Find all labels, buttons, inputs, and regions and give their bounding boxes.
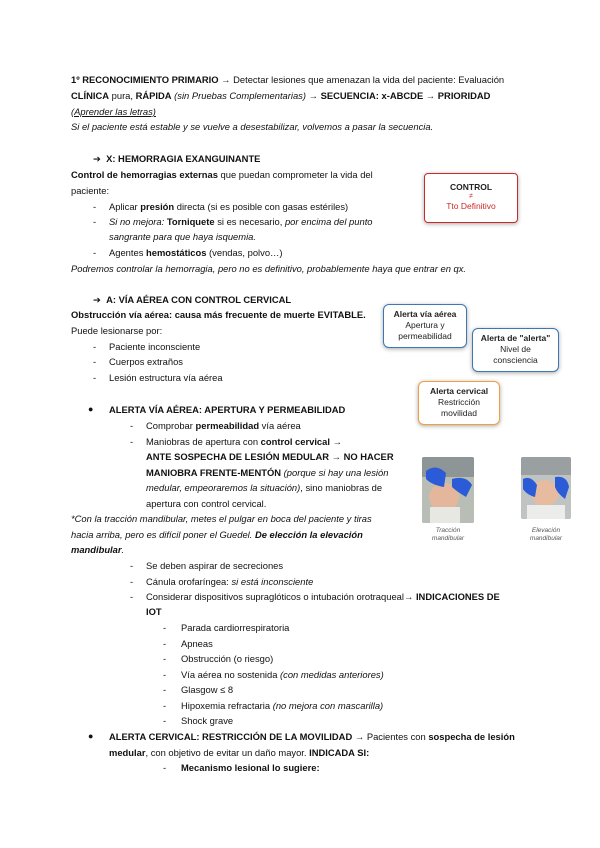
a-item: Cuerpos extraños — [109, 356, 183, 367]
x-text: directa (si es posible con gasas estériles) — [174, 201, 349, 212]
a-sub-2-line-2: ANTE SOSPECHA DE LESIÓN MEDULAR → NO HACER — [146, 451, 394, 462]
dash: - — [93, 341, 97, 352]
a-bold-italic: De elección la elevación — [254, 529, 363, 540]
photo-caption: Elevación mandibular — [529, 527, 563, 542]
a-sub-2-line-4 — [146, 480, 382, 495]
x-bullet-1 — [109, 199, 348, 214]
card-line: permeabilidad — [398, 331, 452, 341]
a-sub-2 — [146, 434, 342, 449]
intro-line-1 — [71, 72, 504, 87]
a-sub-1 — [146, 418, 301, 433]
photo-elevacion-mandibular — [521, 457, 571, 519]
dash: - — [163, 684, 167, 695]
alert-bold: INDICADA SI: — [309, 747, 370, 758]
card-line: Nivel de — [500, 344, 531, 354]
x-text: si es necesario, — [214, 216, 285, 227]
a-text: vía aérea — [259, 420, 301, 431]
x-note: Podremos controlar la hemorragia, pero no es definitivo, probablemente haya que entrar en qx. — [71, 263, 467, 274]
card-line: Restricción — [437, 397, 481, 407]
a-text: → — [329, 436, 342, 447]
rapida-label: RÁPIDA — [135, 90, 172, 101]
card-line: consciencia — [493, 355, 538, 365]
iot-italic: (no mejora con mascarilla) — [272, 700, 384, 711]
a-bold: control cervical — [260, 436, 330, 447]
x-text: Si no mejora: — [109, 216, 167, 227]
dash: - — [163, 715, 167, 726]
card-title: Alerta vía aérea — [393, 309, 457, 319]
x-bold: presión — [140, 201, 175, 212]
a-third-2 — [146, 574, 313, 589]
a-text: Maniobras de apertura con — [146, 436, 261, 447]
a-italic: medular, empeoraremos la situación) — [146, 482, 301, 493]
x-bold: Control de hemorragias externas — [71, 169, 218, 180]
iot-italic: (con medidas anteriores) — [280, 669, 384, 680]
iot-item — [181, 698, 383, 713]
card-alerta-cervical — [418, 381, 500, 425]
iot-text: Vía aérea no sostenida — [181, 669, 281, 680]
dash: - — [163, 653, 167, 664]
dash: - — [163, 669, 167, 680]
a-third-1: Se deben aspirar de secreciones — [146, 560, 284, 571]
alert-cervical-cont — [109, 745, 369, 760]
control-card-sub: Tto Definitivo — [446, 201, 496, 211]
clinica-label: CLÍNICA — [71, 90, 110, 101]
dash: - — [163, 638, 167, 649]
iot-item: Apneas — [181, 638, 213, 649]
a-note-1: *Con la tracción mandibular, metes el pulgar en boca del paciente y tiras — [71, 513, 372, 524]
dash: - — [93, 372, 97, 383]
iot-text: Hipoxemia refractaria — [181, 700, 273, 711]
learn-letters: (Aprender las letras) — [71, 106, 156, 117]
a-italic: . — [121, 544, 125, 555]
card-line: Apertura y — [405, 320, 445, 330]
dash: - — [130, 436, 134, 447]
photo-traccion-mandibular — [422, 457, 474, 523]
a-bold: permeabilidad — [195, 420, 260, 431]
card-title: Alerta cervical — [429, 386, 489, 396]
x-bold: Torniquete — [166, 216, 215, 227]
alert-cervical — [109, 729, 515, 744]
dash: - — [130, 576, 134, 587]
alert-via-aerea: ALERTA VÍA AÉREA: APERTURA Y PERMEABILIDAD — [109, 404, 346, 415]
a-italic: hacia arriba, pero es difícil poner el Guedel. — [71, 529, 255, 540]
arrow-icon: ➔ — [93, 153, 101, 164]
dash: - — [93, 201, 97, 212]
dash: - — [130, 420, 134, 431]
x-text: por encima del punto — [284, 216, 373, 227]
alert-text: → Pacientes con — [352, 731, 429, 742]
control-card — [424, 173, 518, 223]
intro-note: Si el paciente está estable y se vuelve a desestabilizar, volvemos a pasar la secuencia. — [71, 121, 434, 132]
alert-bold: ALERTA CERVICAL: RESTRICCIÓN DE LA MOVILIDAD — [109, 731, 353, 742]
dash: - — [130, 591, 134, 602]
section-title: 1º RECONOCIMIENTO PRIMARIO — [71, 74, 219, 85]
a-sub-2-line-5: apertura con control cervical. — [146, 498, 267, 509]
iot-item — [181, 667, 384, 682]
secuencia-label: SECUENCIA: x-ABCDE → PRIORIDAD — [320, 90, 491, 101]
a-bold: INDICACIONES DE — [415, 591, 500, 602]
a-italic: si está inconsciente — [231, 576, 314, 587]
dash: - — [93, 216, 97, 227]
dash: - — [93, 356, 97, 367]
elevacion-image — [521, 457, 571, 519]
a-text: Considerar dispositivos supraglóticos o intubación orotraqueal→ — [146, 591, 416, 602]
control-card-title: CONTROL — [449, 182, 493, 192]
a-third-3 — [146, 589, 500, 604]
arrow-icon: ➔ — [93, 294, 101, 305]
a-bold-italic: mandibular — [71, 544, 122, 555]
x-bullet-2 — [109, 214, 373, 229]
photo-caption: Tracción mandibular — [431, 527, 465, 542]
control-card-neq: ≠ — [469, 193, 473, 200]
a-note-2 — [71, 527, 363, 542]
a-paragraph-2: Puede lesionarse por: — [71, 325, 163, 336]
iot-item: Shock grave — [181, 715, 234, 726]
a-text: Comprobar — [146, 420, 196, 431]
card-title: Alerta de "alerta" — [480, 333, 551, 343]
a-italic: (porque si hay una lesión — [281, 467, 389, 478]
intro-text: (sin Pruebas Complementarias) — [171, 90, 306, 101]
last-item: Mecanismo lesional lo sugiere: — [181, 762, 320, 773]
iot-item: Glasgow ≤ 8 — [181, 684, 234, 695]
dash: - — [163, 762, 167, 773]
alert-bold: medular — [109, 747, 146, 758]
a-text: , sino maniobras de — [300, 482, 383, 493]
intro-line-2 — [71, 88, 490, 103]
dash: - — [163, 700, 167, 711]
a-bold: MANIOBRA FRENTE-MENTÓN — [146, 467, 282, 478]
a-heading — [93, 292, 291, 307]
x-text: Aplicar — [109, 201, 141, 212]
a-note-3 — [71, 542, 124, 557]
traccion-image — [422, 457, 474, 523]
x-paragraph-1 — [71, 167, 373, 182]
x-bold: hemostáticos — [146, 247, 207, 258]
dash: - — [163, 622, 167, 633]
intro-text: → Detectar lesiones que amenazan la vida del paciente: Evaluación — [218, 74, 505, 85]
a-text: Cánula orofaríngea: — [146, 576, 232, 587]
a-item: Lesión estructura vía aérea — [109, 372, 223, 383]
x-bullet-3 — [109, 245, 283, 260]
bullet-icon: ● — [88, 731, 94, 741]
x-heading — [93, 151, 260, 166]
x-text: que puedan comprometer la vida del — [217, 169, 373, 180]
x-paragraph-2: paciente: — [71, 185, 110, 196]
a-third-3-cont: IOT — [146, 606, 162, 617]
x-bullet-2-cont: sangrante para que haya isquemia. — [109, 231, 256, 242]
iot-item: Parada cardiorrespiratoria — [181, 622, 290, 633]
x-heading-text: X: HEMORRAGIA EXANGUINANTE — [106, 153, 261, 164]
a-heading-text: A: VÍA AÉREA CON CONTROL CERVICAL — [106, 294, 292, 305]
a-item: Paciente inconsciente — [109, 341, 201, 352]
card-alerta-alerta — [472, 328, 559, 372]
x-text: Agentes — [109, 247, 147, 258]
dash: - — [93, 247, 97, 258]
a-paragraph-1: Obstrucción vía aérea: causa más frecuente de muerte EVITABLE. — [71, 309, 366, 320]
a-sub-2-line-3 — [146, 465, 388, 480]
alert-bold: sospecha de lesión — [428, 731, 515, 742]
x-text: (vendas, polvo…) — [206, 247, 283, 258]
card-alerta-via-aerea — [383, 304, 467, 348]
iot-item: Obstrucción (o riesgo) — [181, 653, 274, 664]
arrow: → — [306, 90, 321, 101]
dash: - — [130, 560, 134, 571]
card-line: movilidad — [441, 408, 477, 418]
bullet-icon: ● — [88, 404, 94, 414]
alert-text: , con objetivo de evitar un daño mayor. — [145, 747, 310, 758]
intro-text: pura, — [109, 90, 136, 101]
